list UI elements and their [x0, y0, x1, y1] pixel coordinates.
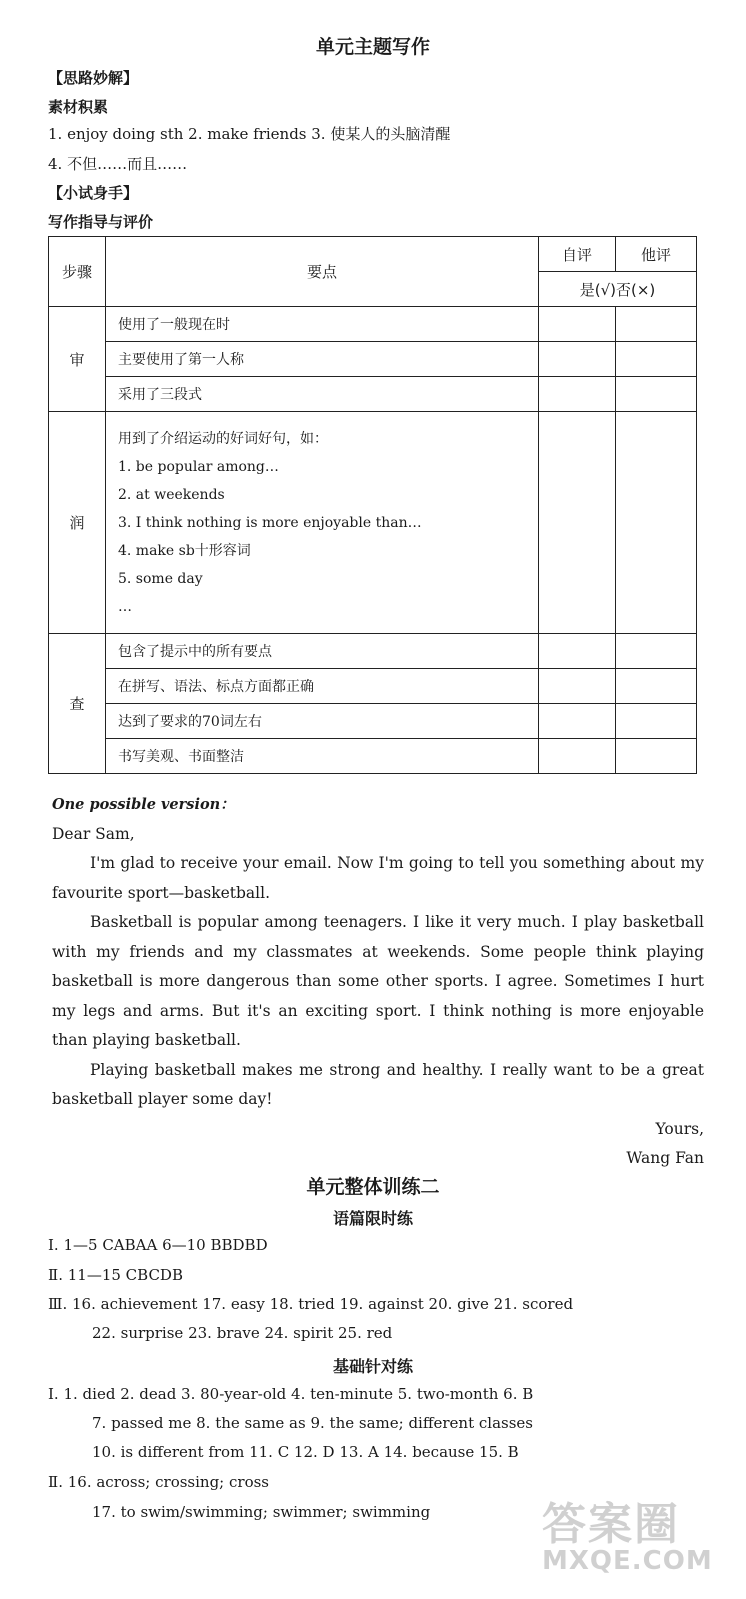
- point-shen-3: 采用了三段式: [106, 377, 539, 412]
- model-essay: [52, 790, 704, 1174]
- essay-paragraph-2: Basketball is popular among teenagers. I like it very much. I play basketball with my friends and my classmates at weekends. Some people think playing basketball is more dangerous than some other sports. I agree. Sometimes I hurt my legs and arms. But it's an exciting sport. I think nothing is more enjoyable than playing basketball.: [52, 913, 704, 1049]
- self-cell: [539, 739, 616, 774]
- jichu-line-3: 10. is different from 11. C 12. D 13. A 14. because 15. B: [92, 1443, 519, 1461]
- step-shen: 审: [49, 307, 106, 412]
- point-run-item: 5. some day: [118, 570, 203, 587]
- self-cell: [539, 377, 616, 412]
- other-cell: [616, 634, 697, 669]
- sucai-line-2: 4. 不但……而且……: [48, 155, 188, 173]
- jichu-line-2: 7. passed me 8. the same as 9. the same; different classes: [92, 1414, 533, 1432]
- essay-paragraph-3: Playing basketball makes me strong and healthy. I really want to be a great basketball player some day!: [52, 1060, 704, 1108]
- heading-silu: 【思路妙解】: [48, 69, 139, 87]
- self-cell: [539, 669, 616, 704]
- self-cell: [539, 307, 616, 342]
- watermark-bottom: MXQE.COM: [542, 1546, 713, 1576]
- point-run-item: 4. make sb十形容词: [118, 542, 251, 559]
- subtitle-yupian: 语篇限时练: [332, 1209, 413, 1228]
- point-shen-1: 使用了一般现在时: [106, 307, 539, 342]
- subtitle-jichu: 基础针对练: [332, 1357, 413, 1376]
- heading-xiaoshi: 【小试身手】: [48, 184, 139, 202]
- self-cell: [539, 412, 616, 634]
- evaluation-table: [48, 236, 697, 774]
- header-yes-no: 是(√)否(×): [539, 272, 697, 307]
- point-run-item: 3. I think nothing is more enjoyable than…: [118, 514, 422, 531]
- watermark-top: 答案圈: [542, 1499, 680, 1550]
- watermark-logo: [542, 1488, 732, 1588]
- point-run-intro: 用到了介绍运动的好词好句，如：: [118, 430, 328, 447]
- essay-signature: Wang Fan: [626, 1149, 704, 1167]
- yupian-line-3: Ⅲ. 16. achievement 17. easy 18. tried 19. against 20. give 21. scored: [48, 1295, 574, 1313]
- self-cell: [539, 704, 616, 739]
- step-cha: 查: [49, 634, 106, 774]
- heading-sucai: 素材积累: [48, 98, 109, 116]
- jichu-line-1: Ⅰ. 1. died 2. dead 3. 80-year-old 4. ten-minute 5. two-month 6. B: [48, 1385, 534, 1403]
- step-run: 润: [49, 412, 106, 634]
- point-cha-1: 包含了提示中的所有要点: [106, 634, 539, 669]
- section-title-writing: 单元主题写作: [315, 36, 430, 58]
- other-cell: [616, 669, 697, 704]
- other-cell: [616, 307, 697, 342]
- section-title-training: 单元整体训练二: [306, 1176, 440, 1198]
- header-step: 步骤: [49, 237, 106, 307]
- header-point: 要点: [106, 237, 539, 307]
- yupian-line-2: Ⅱ. 11—15 CBCDB: [48, 1266, 183, 1284]
- point-cha-3: 达到了要求的70词左右: [106, 704, 539, 739]
- other-cell: [616, 342, 697, 377]
- other-cell: [616, 704, 697, 739]
- point-run-item: …: [118, 598, 132, 615]
- essay-label: One possible version：: [52, 796, 235, 813]
- other-cell: [616, 377, 697, 412]
- self-cell: [539, 342, 616, 377]
- sucai-line-1: 1. enjoy doing sth 2. make friends 3. 使某人的头脑清醒: [48, 125, 451, 143]
- point-run-item: 2. at weekends: [118, 486, 225, 503]
- header-other: 他评: [616, 237, 697, 272]
- essay-paragraph-1: I'm glad to receive your email. Now I'm going to tell you something about my favourite sport—basketball.: [52, 854, 704, 902]
- point-shen-2: 主要使用了第一人称: [106, 342, 539, 377]
- heading-xiezuo: 写作指导与评价: [48, 213, 154, 231]
- jichu-line-4: Ⅱ. 16. across; crossing; cross: [48, 1473, 269, 1491]
- essay-closing: Yours,: [655, 1119, 704, 1138]
- self-cell: [539, 634, 616, 669]
- other-cell: [616, 739, 697, 774]
- yupian-line-4: 22. surprise 23. brave 24. spirit 25. red: [92, 1324, 393, 1342]
- point-cha-2: 在拼写、语法、标点方面都正确: [106, 669, 539, 704]
- header-self: 自评: [539, 237, 616, 272]
- point-cha-4: 书写美观、书面整洁: [106, 739, 539, 774]
- essay-greeting: Dear Sam,: [52, 824, 135, 843]
- jichu-line-5: 17. to swim/swimming; swimmer; swimming: [92, 1503, 431, 1521]
- yupian-line-1: Ⅰ. 1—5 CABAA 6—10 BBDBD: [48, 1236, 268, 1254]
- point-run-item: 1. be popular among…: [118, 458, 279, 475]
- point-run: [106, 412, 539, 634]
- other-cell: [616, 412, 697, 634]
